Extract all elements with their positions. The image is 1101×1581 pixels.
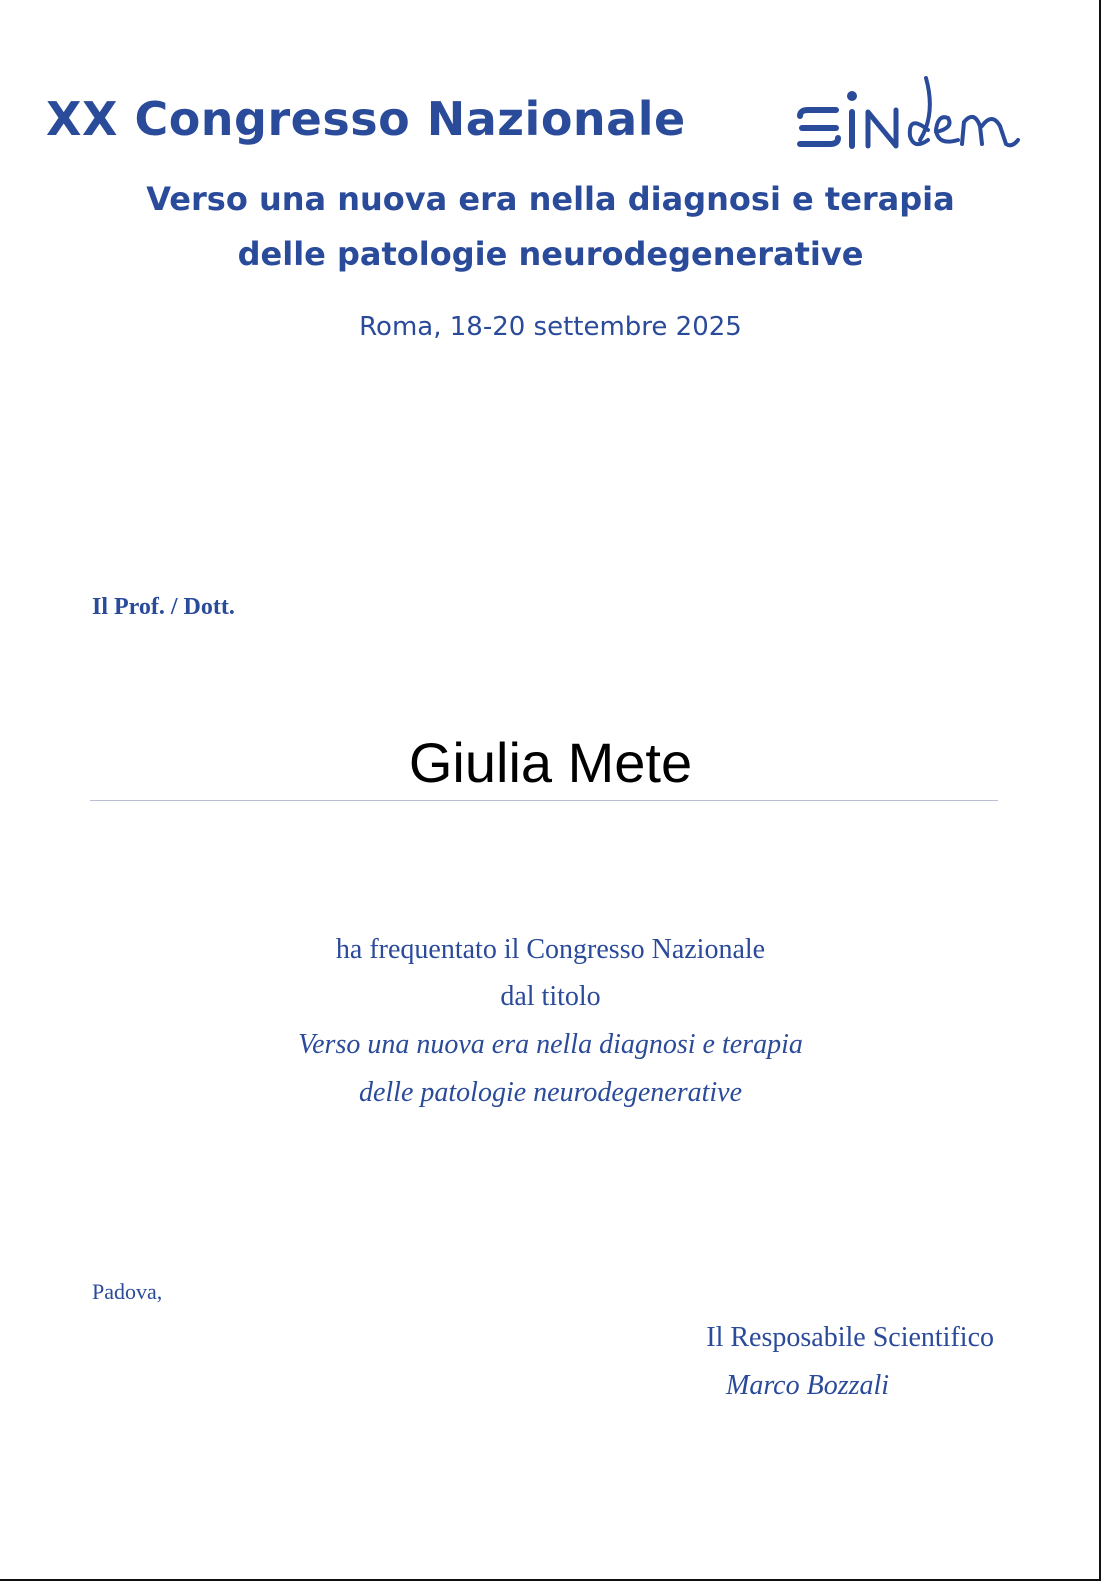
- title-intro-text: dal titolo: [500, 981, 601, 1012]
- signer-role: Il Resposabile Scientifico: [706, 1322, 994, 1353]
- svg-text:SINdem: SINdem: [796, 74, 800, 75]
- congress-subtitle-line1: Verso una nuova era nella diagnosi e terapia: [146, 180, 955, 218]
- salutation: Il Prof. / Dott.: [92, 594, 235, 620]
- sindem-logo: [796, 74, 1036, 154]
- congress-subtitle-line2: delle patologie neurodegenerative: [237, 235, 864, 273]
- congress-dateline: Roma, 18-20 settembre 2025: [359, 312, 742, 342]
- course-title-line2: delle patologie neurodegenerative: [358, 1077, 743, 1108]
- signer-name: Marco Bozzali: [726, 1370, 890, 1401]
- recipient-name: Giulia Mete: [408, 731, 693, 794]
- place-line: Padova,: [92, 1279, 163, 1304]
- course-title-line1: Verso una nuova era nella diagnosi e terapia: [298, 1029, 803, 1060]
- attendance-text: ha frequentato il Congresso Nazionale: [335, 934, 766, 965]
- name-underline: [90, 800, 998, 801]
- congress-title: XX Congresso Nazionale: [46, 92, 686, 146]
